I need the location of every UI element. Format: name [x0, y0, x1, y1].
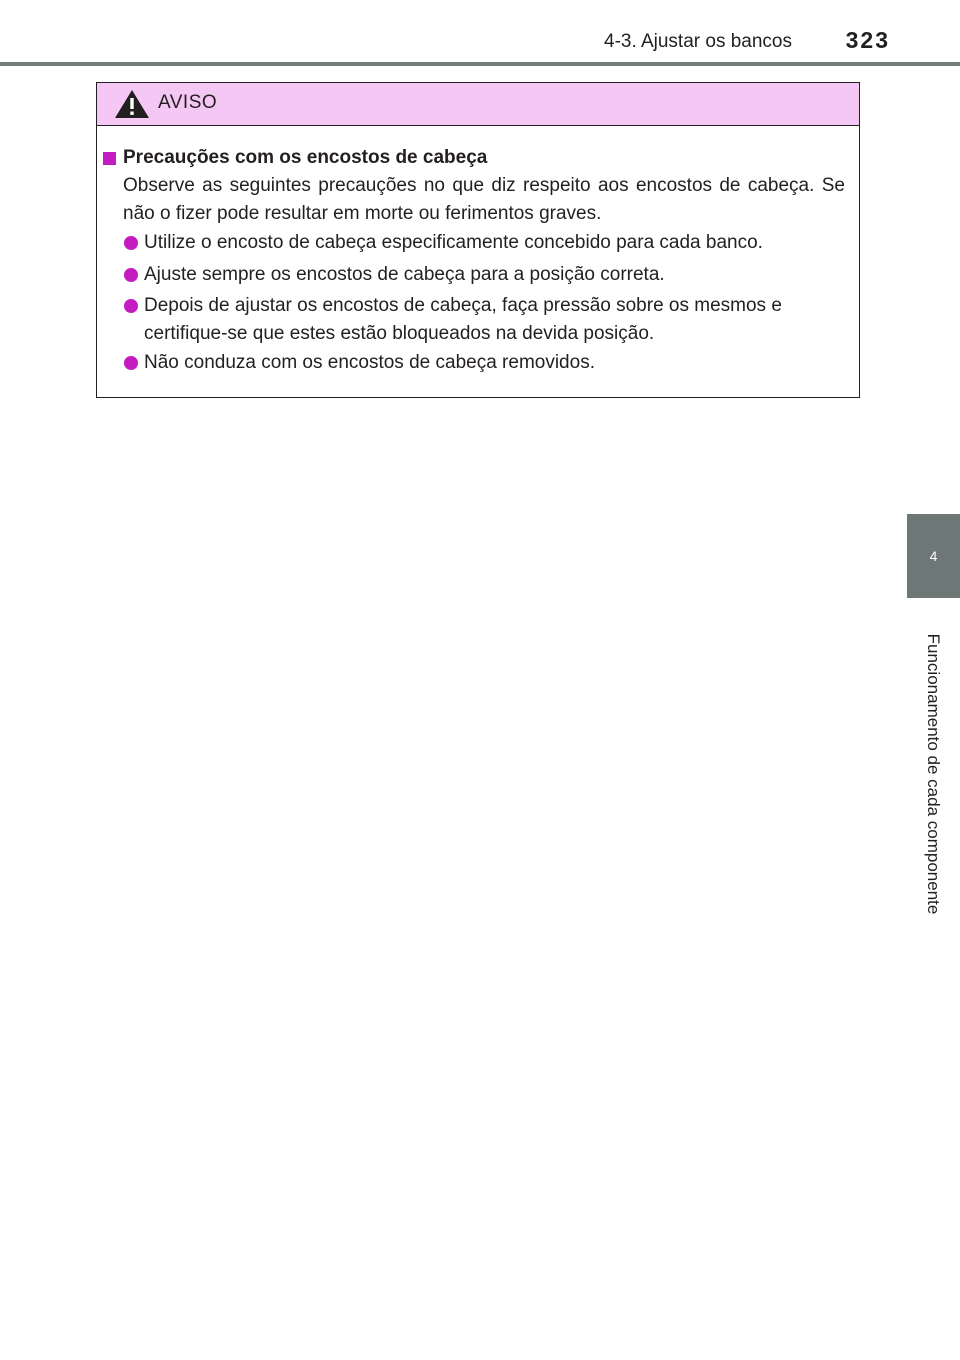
bullet-icon: [124, 356, 138, 370]
bullet-icon: [124, 299, 138, 313]
section-marker-icon: [103, 152, 116, 165]
warning-intro: Observe as seguintes precauções no que diz respeito aos encostos de cabeça. Se não o fizer pode resultar em morte ou ferimentos graves.: [123, 175, 845, 224]
list-item-text: Ajuste sempre os encostos de cabeça para a posição correta.: [144, 264, 665, 285]
warning-title: AVISO: [158, 92, 218, 113]
warning-section-title: Precauções com os encostos de cabeça: [123, 147, 488, 168]
warning-triangle-icon: [114, 89, 150, 119]
list-item-text: Utilize o encosto de cabeça especificamente concebido para cada banco.: [144, 232, 763, 253]
page-number: 323: [845, 27, 890, 53]
list-item-text: Depois de ajustar os encostos de cabeça, faça pressão sobre os mesmos e certifique-se que estes estão bloqueados na devida posição.: [144, 295, 782, 344]
section-title: 4-3. Ajustar os bancos: [604, 31, 792, 52]
header-divider: [0, 62, 960, 66]
chapter-tab: 4: [907, 514, 960, 598]
list-item-text: Não conduza com os encostos de cabeça removidos.: [144, 352, 595, 373]
chapter-label: Funcionamento de cada componente: [924, 633, 943, 915]
list-item: [123, 349, 855, 377]
bullet-icon: [124, 236, 138, 250]
bullet-icon: [124, 268, 138, 282]
list-item: [123, 292, 855, 348]
warning-header: [97, 83, 859, 126]
list-item: [123, 229, 855, 257]
warning-box: [96, 82, 860, 398]
list-item: [123, 261, 855, 289]
